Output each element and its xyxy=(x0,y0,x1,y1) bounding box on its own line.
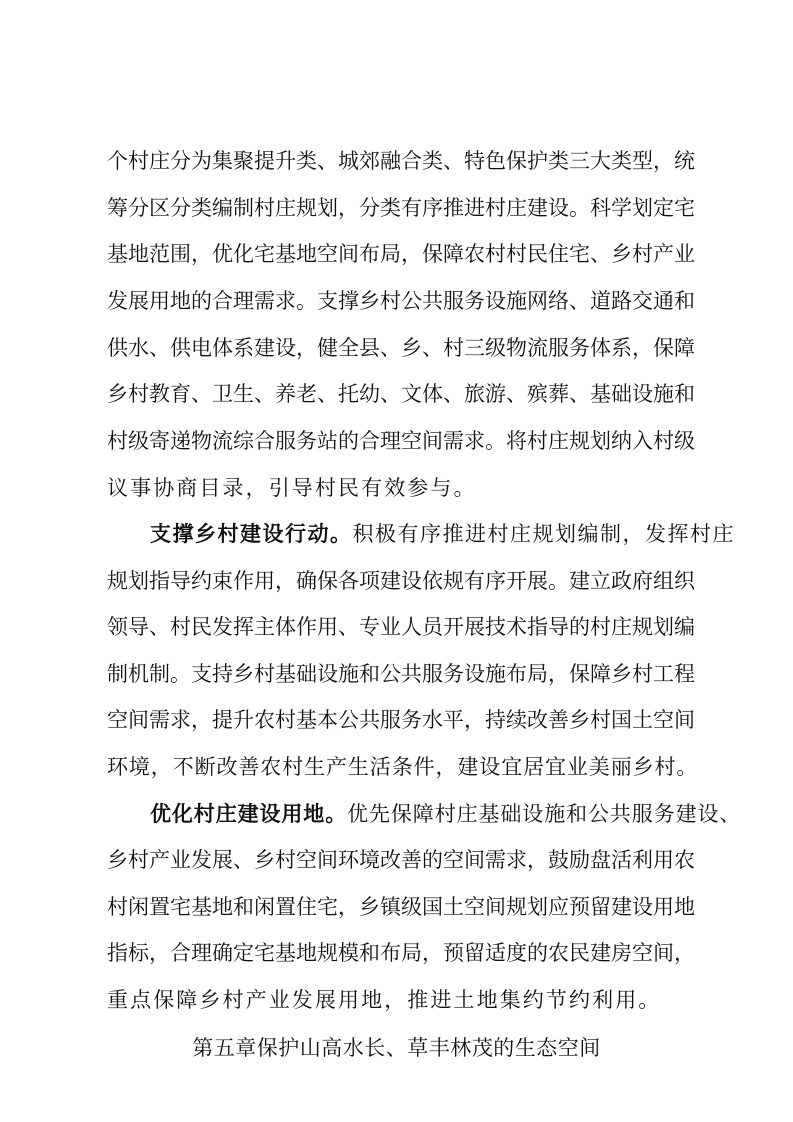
paragraph-first-rest: 优先保障村庄基础设施和公共服务建设、 xyxy=(347,802,742,826)
paragraph-line: 村级寄递物流综合服务站的合理空间需求。将村庄规划纳入村级 xyxy=(107,429,695,453)
paragraph-line: 制机制。支持乡村基础设施和公共服务设施布局，保障乡村工程 xyxy=(107,662,695,686)
paragraph-line: 乡村产业发展、乡村空间环境改善的空间需求，鼓励盘活利用农 xyxy=(107,848,695,872)
paragraph-line: 重点保障乡村产业发展用地，推进土地集约节约利用。 xyxy=(107,988,662,1012)
paragraph-line: 议事协商目录，引导村民有效参与。 xyxy=(107,476,477,500)
paragraph-line: 规划指导约束作用，确保各项建设依规有序开展。建立政府组织 xyxy=(107,569,695,593)
paragraph-line: 乡村教育、卫生、养老、托幼、文体、旅游、殡葬、基础设施和 xyxy=(107,382,695,406)
paragraph-line: 领导、村民发挥主体作用、专业人员开展技术指导的村庄规划编 xyxy=(107,615,695,639)
paragraph-lead: 支撑乡村建设行动。 xyxy=(150,522,353,546)
paragraph-line: 基地范围，优化宅基地空间布局，保障农村村民住宅、乡村产业 xyxy=(107,242,695,266)
paragraph-line: 环境，不断改善农村生产生活条件，建设宜居宜业美丽乡村。 xyxy=(107,755,699,779)
paragraph-line: 个村庄分为集聚提升类、城郊融合类、特色保护类三大类型，统 xyxy=(107,149,695,173)
paragraph-first-line xyxy=(150,514,740,554)
paragraph-first-line xyxy=(150,794,740,834)
paragraph-line: 筹分区分类编制村庄规划，分类有序推进村庄建设。科学划定宅 xyxy=(107,196,695,220)
chapter-heading: 第五章保护山高水长、草丰林茂的生态空间 xyxy=(192,1036,601,1060)
paragraph-lead: 优化村庄建设用地。 xyxy=(150,802,348,826)
paragraph-first-rest: 积极有序推进村庄规划编制，发挥村庄 xyxy=(352,522,735,546)
paragraph-line: 发展用地的合理需求。支撑乡村公共服务设施网络、道路交通和 xyxy=(107,289,695,313)
paragraph-line: 空间需求，提升农村基本公共服务水平，持续改善乡村国土空间 xyxy=(107,708,695,732)
paragraph-line: 村闲置宅基地和闲置住宅，乡镇级国土空间规划应预留建设用地 xyxy=(107,895,695,919)
paragraph-line: 供水、供电体系建设，健全县、乡、村三级物流服务体系，保障 xyxy=(107,336,695,360)
paragraph-line: 指标，合理确定宅基地规模和布局，预留适度的农民建房空间， xyxy=(107,941,695,965)
